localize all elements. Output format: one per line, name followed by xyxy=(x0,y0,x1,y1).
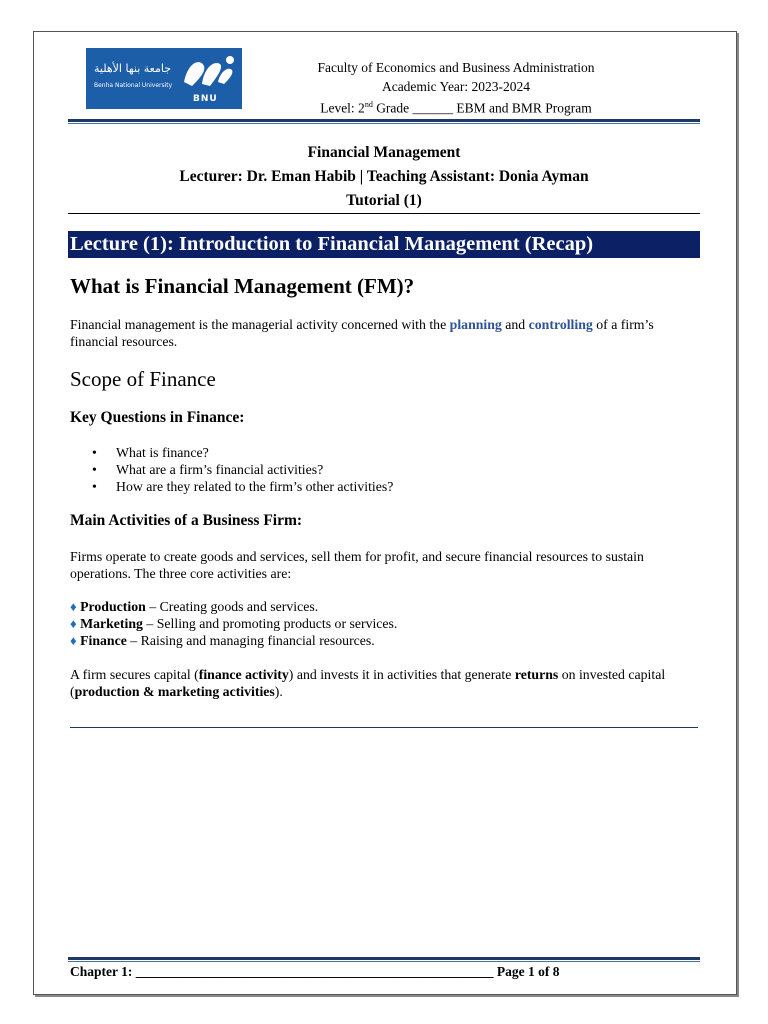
page-footer xyxy=(70,964,700,980)
level-prefix: Level: 2 xyxy=(320,100,365,116)
header-info xyxy=(266,59,646,118)
logo-arabic-name: جامعة بنها الأهلية xyxy=(94,62,172,75)
list-item xyxy=(70,615,700,632)
activity-name: Production xyxy=(80,599,146,614)
list-item xyxy=(70,598,700,615)
diamond-icon: ♦ xyxy=(70,633,77,648)
university-logo xyxy=(86,48,242,109)
scope-heading: Scope of Finance xyxy=(70,367,216,391)
level-suffix: Grade ______ EBM and BMR Program xyxy=(372,100,592,116)
activity-name: Finance xyxy=(80,633,127,648)
course-title: Financial Management xyxy=(307,144,461,161)
key-questions-list xyxy=(70,444,700,495)
activity-name: Marketing xyxy=(80,616,143,631)
level-line xyxy=(266,96,646,118)
activities-list xyxy=(70,598,700,649)
activity-desc: – Raising and managing financial resources. xyxy=(126,633,375,648)
list-item xyxy=(70,632,700,649)
page-header xyxy=(86,48,700,114)
footer-line: _____________________________________________________ xyxy=(135,964,494,979)
summary-text-4: ). xyxy=(274,684,283,699)
activity-desc: – Selling and promoting products or services. xyxy=(142,616,398,631)
page-number: Page 1 of 8 xyxy=(493,964,560,979)
summary-bold-3: production & marketing activities xyxy=(74,684,275,699)
key-questions-heading: Key Questions in Finance: xyxy=(70,409,245,426)
footer-chapter: Chapter 1: xyxy=(70,964,136,979)
fm-text-3: of a firm’s financial resources. xyxy=(70,317,654,349)
summary-bold-1: finance activity xyxy=(198,667,289,682)
list-item: • How are they related to the firm’s other activities? xyxy=(70,478,700,495)
lecture-banner: Lecture (1): Introduction to Financial Management (Recap) xyxy=(68,231,700,258)
logo-mark-icon xyxy=(178,52,238,96)
summary-bold-2: returns xyxy=(514,667,559,682)
footer-divider xyxy=(68,957,700,962)
activities-intro: Firms operate to create goods and services, sell them for profit, and secure financial resources to sustain operations. The three core activities are: xyxy=(70,549,644,581)
content-end-divider xyxy=(70,727,698,728)
fm-text-1: Financial management is the managerial activity concerned with the xyxy=(70,317,450,332)
activity-desc: – Creating goods and services. xyxy=(145,599,319,614)
title-block xyxy=(68,141,700,213)
level-ordinal: nd xyxy=(364,100,373,109)
logo-english-name: Benha National University xyxy=(94,82,173,89)
tutorial-label: Tutorial (1) xyxy=(346,192,422,209)
diamond-icon: ♦ xyxy=(70,616,77,631)
lecturer-line: Lecturer: Dr. Eman Habib | Teaching Assistant: Donia Ayman xyxy=(179,168,589,185)
summary-text-1: A firm secures capital ( xyxy=(70,667,199,682)
fm-text-2: and xyxy=(501,317,529,332)
list-item: • What is finance? xyxy=(70,444,700,461)
diamond-icon: ♦ xyxy=(70,599,77,614)
header-divider xyxy=(68,119,700,124)
capital-summary xyxy=(70,666,700,700)
main-activities-heading: Main Activities of a Business Firm: xyxy=(70,512,303,529)
summary-text-3: on invested capital ( xyxy=(70,667,666,699)
title-divider xyxy=(68,213,700,214)
academic-year-line: Academic Year: 2023-2024 xyxy=(381,78,531,94)
summary-text-2: ) and invests it in activities that generate xyxy=(288,667,515,682)
term-planning: planning xyxy=(449,317,502,332)
logo-abbrev: BNU xyxy=(193,94,218,104)
faculty-line: Faculty of Economics and Business Administration xyxy=(317,60,595,75)
fm-definition xyxy=(70,316,700,350)
term-controlling: controlling xyxy=(528,317,593,332)
list-item: • What are a firm’s financial activities? xyxy=(70,461,700,478)
fm-heading: What is Financial Management (FM)? xyxy=(70,274,415,298)
